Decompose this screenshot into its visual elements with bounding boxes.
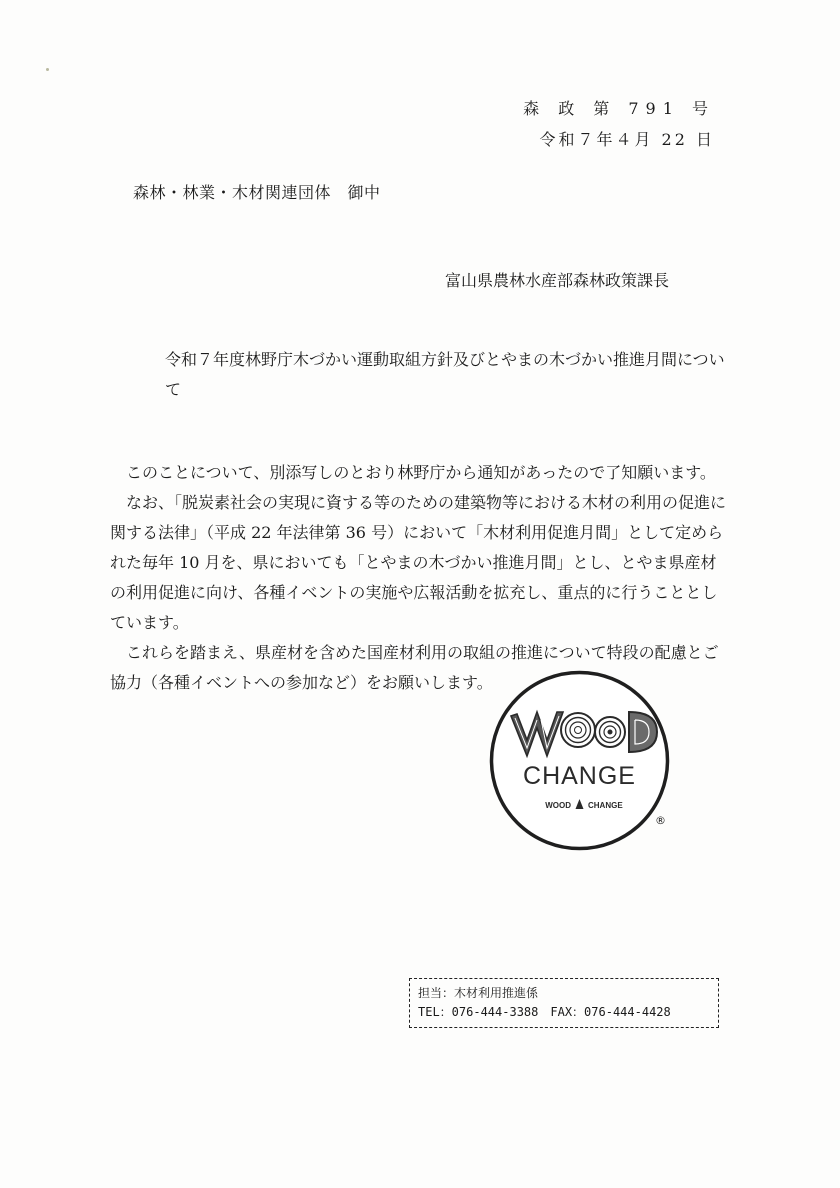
logo-ring — [492, 673, 668, 849]
contact-box — [409, 978, 719, 1028]
document-number: 森 政 第 791 号 — [523, 99, 715, 118]
scan-speck — [46, 68, 49, 71]
logo-o-rings — [595, 717, 625, 747]
sender: 富山県農林水産部森林政策課長 — [445, 271, 670, 290]
recipient: 森林・林業・木材関連団体 御中 — [133, 183, 381, 202]
contact-person: 担当：木材利用推進係 — [418, 986, 539, 1000]
logo-main-word: CHANGE — [523, 762, 636, 790]
wood-change-logo — [487, 668, 672, 853]
body-paragraph: これらを踏まえ、県産材を含めた国産材利用の取組の推進について特段の配慮とご協力（各種イベントへの参加など）をお願いします。 — [110, 643, 719, 692]
contact-phone: TEL：076-444-3388 FAX：076-444-4428 — [418, 1005, 671, 1019]
logo-small-left: WOOD — [545, 801, 571, 810]
logo-small-right: CHANGE — [588, 801, 623, 810]
registered-mark: ® — [655, 814, 666, 827]
body-text — [110, 458, 730, 698]
logo-d-letter — [629, 712, 657, 752]
body-paragraph: なお、「脱炭素社会の実現に資する等のための建築物等における木材の利用の促進に関する法律」（平成 22 年法律第 36 号）において「木材利用促進月間」として定められた毎年 10 月を、県においても「とやまの木づかい推進月間」とし、とやま県産材の利用促進に向け、各種イベントの実施や広報活動を拡充し、重点的に行うこととしています。 — [110, 493, 727, 632]
body-paragraph: このことについて、別添写しのとおり林野庁から通知があったので了知願います。 — [126, 463, 716, 482]
subject-title: 令和７年度林野庁木づかい運動取組方針及びとやまの木づかい推進月間について — [165, 350, 725, 399]
document-date: 令和７年４月 22 日 — [539, 130, 715, 149]
